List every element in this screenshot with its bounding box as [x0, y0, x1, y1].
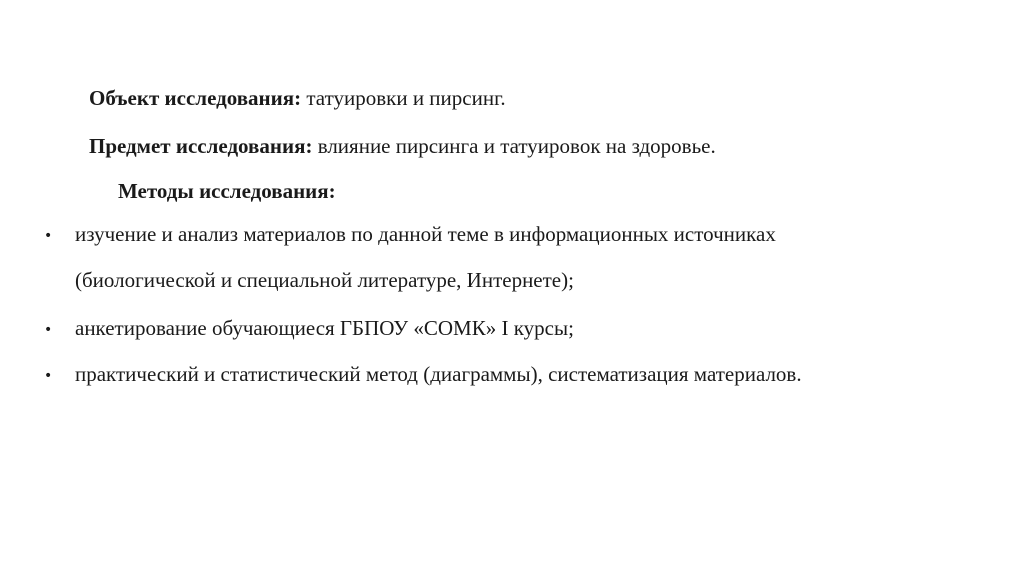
research-object-text: татуировки и пирсинг. — [301, 86, 506, 110]
method-item-2: анкетирование обучающиеся ГБПОУ «СОМК» I курсы; — [75, 316, 574, 340]
method-item-1-line-1: изучение и анализ материалов по данной теме в информационных источниках — [75, 222, 776, 246]
research-subject-text: влияние пирсинга и татуировок на здоровье. — [312, 134, 716, 158]
bullet-icon: • — [44, 322, 53, 338]
bullet-icon: • — [44, 368, 53, 384]
method-item-3: практический и статистический метод (диаграммы), систематизация материалов. — [75, 362, 802, 386]
bullet-icon: • — [44, 228, 53, 244]
research-object-label: Объект исследования: — [89, 86, 302, 110]
research-object-line — [89, 86, 506, 110]
research-subject-label: Предмет исследования: — [89, 134, 313, 158]
methods-heading: Методы исследования: — [118, 179, 336, 203]
method-item-1-line-2: (биологической и специальной литературе, Интернете); — [75, 268, 574, 292]
research-subject-line — [89, 134, 716, 158]
